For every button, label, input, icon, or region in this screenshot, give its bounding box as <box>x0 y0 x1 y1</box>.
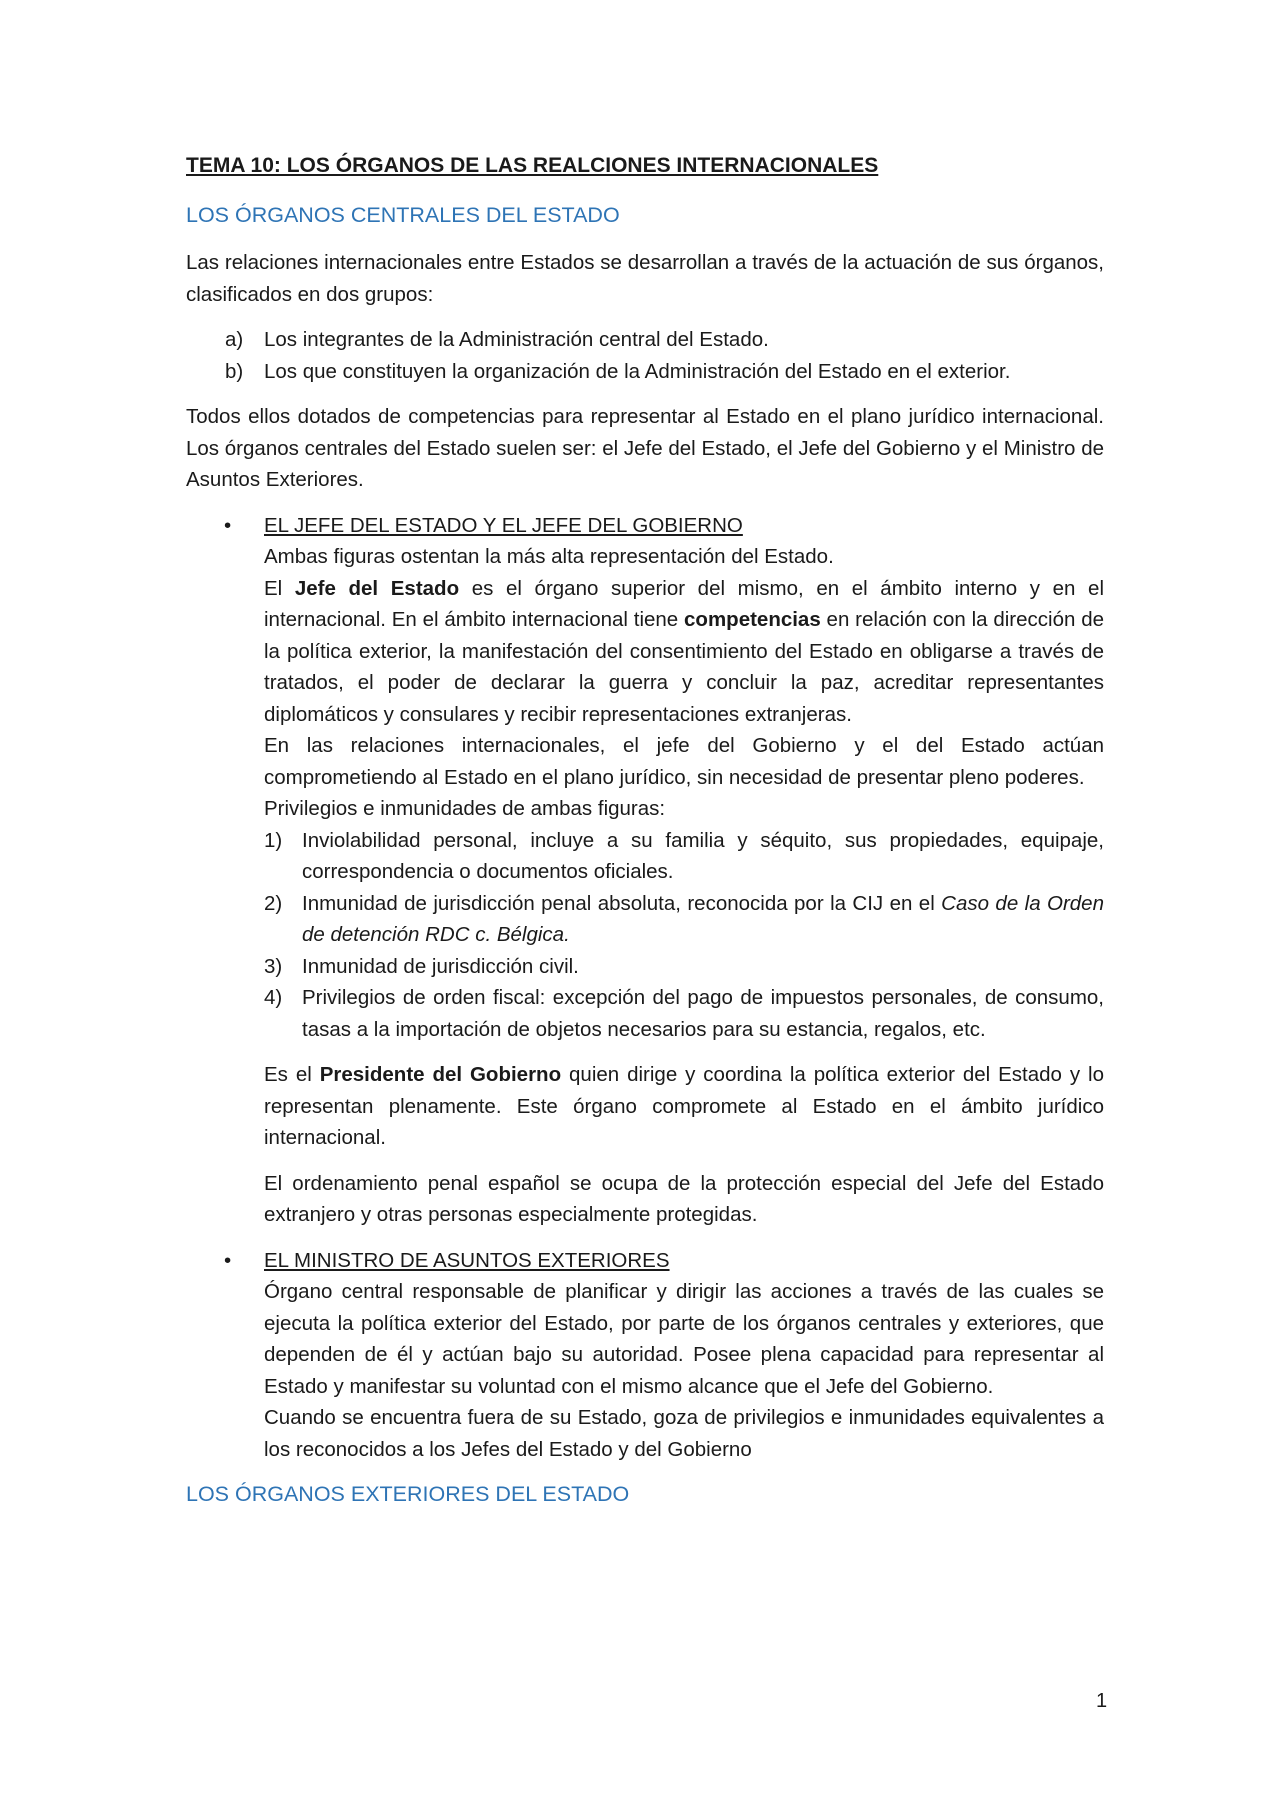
bullet-icon: • <box>224 1248 232 1272</box>
bullet-heading-jefes: EL JEFE DEL ESTADO Y EL JEFE DEL GOBIERNO <box>264 513 743 537</box>
bullet-heading-ministro: EL MINISTRO DE ASUNTOS EXTERIORES <box>264 1248 670 1272</box>
document-title: TEMA 10: LOS ÓRGANOS DE LAS REALCIONES INTERNACIONALES <box>186 154 879 177</box>
paragraph: Órgano central responsable de planificar y dirigir las acciones a través de las cuales se ejecuta la política exterior del Estado, por parte de los órganos centrales y exteriores, que dependen de él y actúan bajo su autoridad. Posee plena capacidad para representar al Estado y manifestar su voluntad con el mismo alcance que el Jefe del Gobierno. <box>264 1280 1104 1398</box>
page-number: 1 <box>1096 1690 1108 1712</box>
list-item: b) Los que constituyen la organización de la Administración del Estado en el exterior. <box>225 359 1011 383</box>
paragraph-jefe-estado: El Jefe del Estado es el órgano superior del mismo, en el ámbito interno y en el internacional. En el ámbito internacional tiene competencias en relación con la dirección de la política exterior, la manifestación del consentimiento del Estado en obligarse a través de tratados, el poder de declarar la guerra y concluir la paz, acreditar representantes diplomáticos y consulares y recibir representaciones extranjeras. <box>264 576 1104 726</box>
organs-paragraph: Todos ellos dotados de competencias para representar al Estado en el plano jurídico internacional. Los órganos centrales del Estado suelen ser: el Jefe del Estado, el Jefe del Gobierno y el Ministro de Asuntos Exteriores. <box>186 405 1104 491</box>
list-item: 2) Inmunidad de jurisdicción penal absoluta, reconocida por la CIJ en el Caso de la Orden de detención RDC c. Bélgica. <box>264 891 1104 946</box>
paragraph-presidente: Es el Presidente del Gobierno quien dirige y coordina la política exterior del Estado y lo representan plenamente. Este órgano compromete al Estado en el ámbito jurídico internacional. <box>264 1063 1104 1149</box>
section-heading-exteriores: LOS ÓRGANOS EXTERIORES DEL ESTADO <box>186 1482 630 1506</box>
paragraph: El ordenamiento penal español se ocupa de la protección especial del Jefe del Estado extranjero y otras personas especialmente protegidas. <box>264 1171 1104 1226</box>
intro-paragraph: Las relaciones internacionales entre Estados se desarrollan a través de la actuación de sus órganos, clasificados en dos grupos: <box>186 251 1104 306</box>
paragraph: En las relaciones internacionales, el jefe del Gobierno y el del Estado actúan comprometiendo al Estado en el plano jurídico, sin necesidad de presentar pleno poderes. <box>264 734 1104 789</box>
bullet-section-jefes <box>186 510 1104 1231</box>
paragraph: Privilegios e inmunidades de ambas figuras: <box>264 797 666 820</box>
bullet-icon: • <box>224 513 232 537</box>
groups-list <box>186 324 1104 387</box>
list-item: a) Los integrantes de la Administración central del Estado. <box>225 328 769 351</box>
document-page <box>186 150 1104 1527</box>
privileges-list <box>264 825 1104 1046</box>
list-item: 4) Privilegios de orden fiscal: excepción del pago de impuestos personales, de consumo, tasas a la importación de objetos necesarios para su estancia, regalos, etc. <box>264 986 1104 1041</box>
bullet-section-ministro <box>186 1245 1104 1466</box>
list-item: 1) Inviolabilidad personal, incluye a su familia y séquito, sus propiedades, equipaje, correspondencia o documentos oficiales. <box>264 828 1104 883</box>
list-item: 3) Inmunidad de jurisdicción civil. <box>264 954 579 978</box>
paragraph: Cuando se encuentra fuera de su Estado, goza de privilegios e inmunidades equivalentes a los reconocidos a los Jefes del Estado y del Gobierno <box>264 1406 1104 1461</box>
paragraph: Ambas figuras ostentan la más alta representación del Estado. <box>264 545 834 568</box>
section-heading-centrales: LOS ÓRGANOS CENTRALES DEL ESTADO <box>186 202 620 227</box>
